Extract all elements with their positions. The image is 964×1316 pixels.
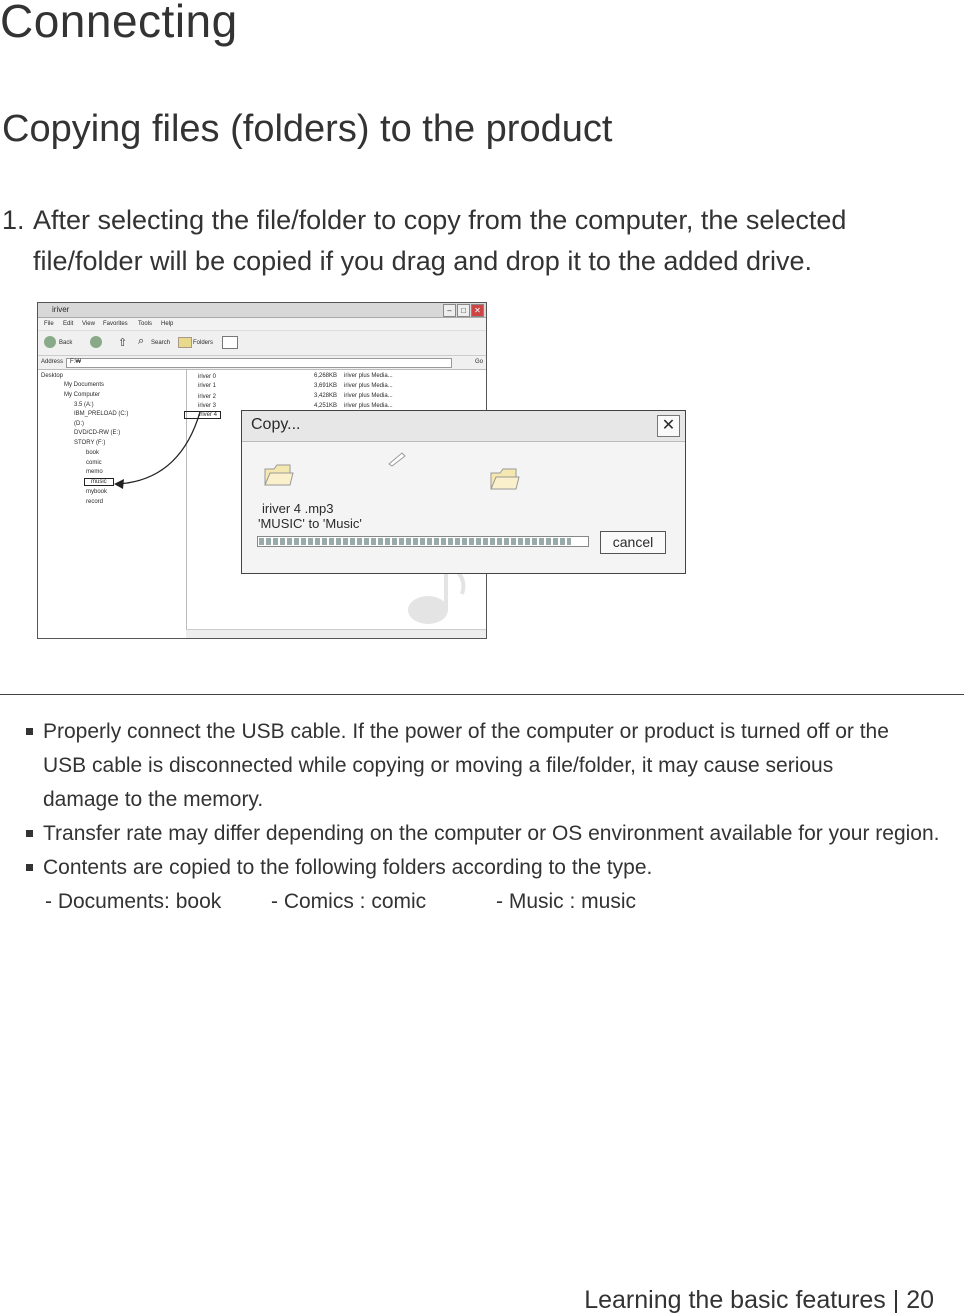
copy-file-name: iriver 4 .mp3 xyxy=(262,501,334,516)
step-text-line-1: After selecting the file/folder to copy from the computer, the selected xyxy=(33,205,847,235)
tree-item: (D:) xyxy=(74,421,84,427)
address-field xyxy=(66,358,452,368)
file-item: iriver 1 xyxy=(198,383,217,389)
file-type: iriver plus Media... xyxy=(344,393,393,399)
destination-folder-icon xyxy=(488,463,520,493)
explorer-window-title: iriver xyxy=(52,305,70,314)
forward-icon xyxy=(90,336,102,348)
close-icon: ✕ xyxy=(657,415,680,437)
tree-item: record xyxy=(86,499,104,505)
close-icon: ✕ xyxy=(471,304,484,317)
menu-help: Help xyxy=(161,321,174,327)
file-type: iriver plus Media... xyxy=(344,383,393,389)
maximize-icon: □ xyxy=(457,304,470,317)
tree-item: STORY (F:) xyxy=(74,440,106,446)
step-number: 1. xyxy=(2,205,25,235)
folders-label: Folders xyxy=(193,340,214,346)
views-icon xyxy=(222,336,238,349)
copy-destination: 'MUSIC' to 'Music' xyxy=(258,516,362,531)
tree-item: IBM_PRELOAD (C:) xyxy=(74,411,129,417)
tree-item: memo xyxy=(86,469,103,475)
search-icon: ⌕ xyxy=(138,335,145,347)
cancel-button: cancel xyxy=(600,531,666,554)
section-divider xyxy=(0,694,964,695)
bullet-icon xyxy=(26,830,33,837)
tree-item: Desktop xyxy=(41,373,64,379)
section-heading: Copying files (folders) to the product xyxy=(2,108,613,150)
copy-dialog-titlebar xyxy=(242,411,685,442)
tree-item-highlighted: music xyxy=(84,478,114,486)
step-text-line-2: file/folder will be copied if you drag and drop it to the added drive. xyxy=(33,246,812,276)
menu-view: View xyxy=(82,321,95,327)
drag-arrow xyxy=(100,400,230,495)
bullet-icon xyxy=(26,864,33,871)
note-line: Contents are copied to the following folders according to the type. xyxy=(43,856,653,879)
minimize-icon: – xyxy=(443,304,456,317)
explorer-address-bar xyxy=(38,356,486,370)
menu-favorites: Favorites xyxy=(103,321,128,327)
explorer-menubar xyxy=(38,318,486,331)
copy-progress-bar xyxy=(257,536,589,547)
back-label: Back xyxy=(59,340,73,346)
tree-item: My Computer xyxy=(64,392,101,398)
explorer-toolbar xyxy=(38,331,486,356)
note-line: Transfer rate may differ depending on the computer or OS environment available for your region. xyxy=(43,822,940,845)
source-folder-icon xyxy=(262,459,294,489)
menu-tools: Tools xyxy=(138,321,153,327)
copy-progress-fill xyxy=(259,538,571,545)
file-type: iriver plus Media... xyxy=(344,403,393,409)
note-line: USB cable is disconnected while copying or moving a file/folder, it may cause serious xyxy=(43,754,834,777)
file-size: 3,691KB xyxy=(314,383,338,389)
explorer-titlebar xyxy=(38,303,486,318)
folder-type-music: - Music : music xyxy=(496,890,637,913)
page-title: Connecting xyxy=(0,0,238,47)
menu-file: File xyxy=(44,321,54,327)
up-folder-icon: ⇧ xyxy=(118,337,128,349)
file-size: 6,268KB xyxy=(314,373,338,379)
copy-dialog xyxy=(241,410,686,574)
address-value: F:₩ xyxy=(70,359,81,365)
tree-item: DVD/CD-RW (E:) xyxy=(74,430,121,436)
go-label: Go xyxy=(474,359,483,365)
copy-dialog-title: Copy... xyxy=(251,416,301,433)
file-item: iriver 2 xyxy=(198,394,217,400)
tree-item: comic xyxy=(86,460,102,466)
note-line: Properly connect the USB cable. If the power of the computer or product is turned off or the xyxy=(43,720,889,743)
tree-item: book xyxy=(86,450,100,456)
horizontal-scrollbar xyxy=(186,629,486,638)
tree-item: My Documents xyxy=(64,382,105,388)
address-label: Address xyxy=(41,359,64,365)
file-item: iriver 0 xyxy=(198,374,217,380)
tree-item: 3.5 (A:) xyxy=(74,402,94,408)
file-size: 3,428KB xyxy=(314,393,338,399)
step-1 xyxy=(2,200,902,282)
tree-item: mybook xyxy=(86,489,108,495)
menu-edit: Edit xyxy=(63,321,74,327)
file-size: 4,251KB xyxy=(314,403,338,409)
flying-paper-icon xyxy=(386,449,408,467)
folder-type-documents: - Documents: book xyxy=(45,890,222,913)
bullet-icon xyxy=(26,728,33,735)
folder-type-comics: - Comics : comic xyxy=(271,890,427,913)
file-item-selected: iriver 4 xyxy=(184,411,221,419)
file-item: iriver 3 xyxy=(198,403,217,409)
page-footer: Learning the basic features | 20 xyxy=(584,1286,934,1314)
back-icon xyxy=(44,336,56,348)
note-line: damage to the memory. xyxy=(43,788,264,811)
search-label: Search xyxy=(151,340,171,346)
file-type: iriver plus Media... xyxy=(344,373,393,379)
folders-icon xyxy=(178,337,192,348)
